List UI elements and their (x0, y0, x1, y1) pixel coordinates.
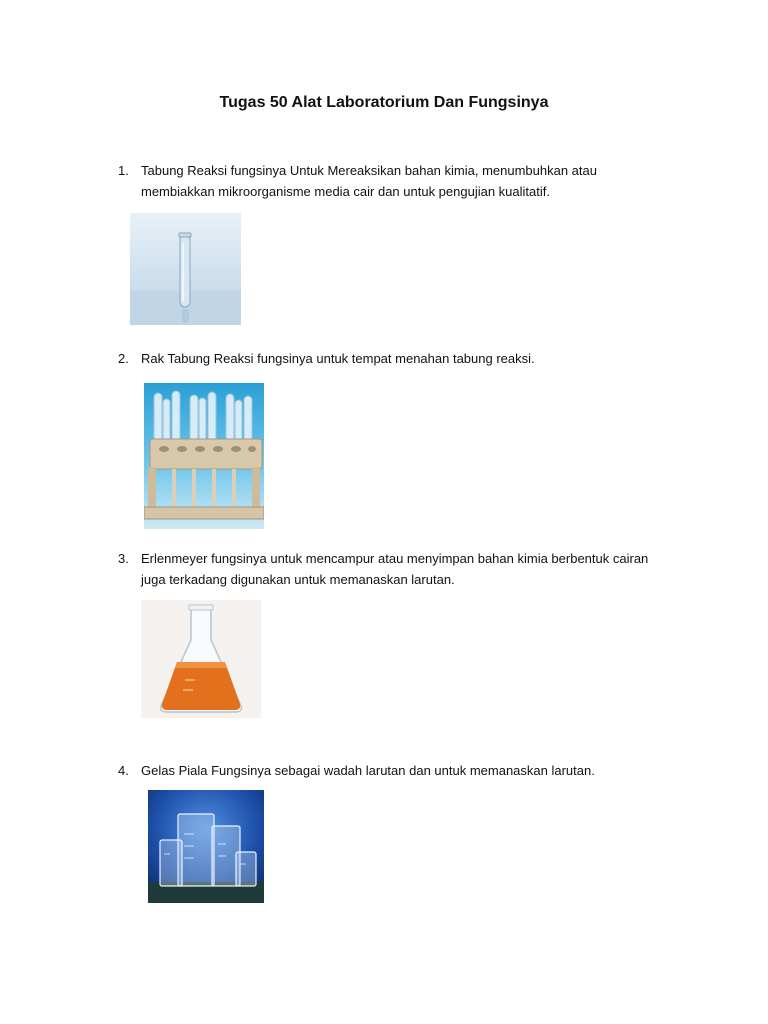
beakers-image (148, 790, 264, 903)
list-item (118, 548, 658, 590)
item-number: 1. (118, 163, 129, 178)
erlenmeyer-flask-image (141, 600, 261, 718)
item-number: 2. (118, 351, 129, 366)
item-text: Tabung Reaksi fungsinya Untuk Mereaksikan bahan kimia, menumbuhkan atau membiakkan mikroorganisme media cair dan untuk pengujian kualitatif. (141, 163, 597, 199)
page-title: Tugas 50 Alat Laboratorium Dan Fungsinya (219, 94, 549, 111)
list-item (118, 760, 658, 781)
item-number: 4. (118, 763, 129, 778)
test-tube-rack-image (144, 383, 264, 529)
list-item (118, 348, 658, 369)
test-tube-image (130, 213, 241, 325)
item-text: Gelas Piala Fungsinya sebagai wadah larutan dan untuk memanaskan larutan. (141, 763, 595, 778)
item-text: Erlenmeyer fungsinya untuk mencampur atau menyimpan bahan kimia berbentuk cairan juga terkadang digunakan untuk memanaskan larutan. (141, 551, 649, 587)
item-text: Rak Tabung Reaksi fungsinya untuk tempat menahan tabung reaksi. (141, 351, 535, 366)
item-number: 3. (118, 551, 129, 566)
list-item (118, 160, 658, 202)
